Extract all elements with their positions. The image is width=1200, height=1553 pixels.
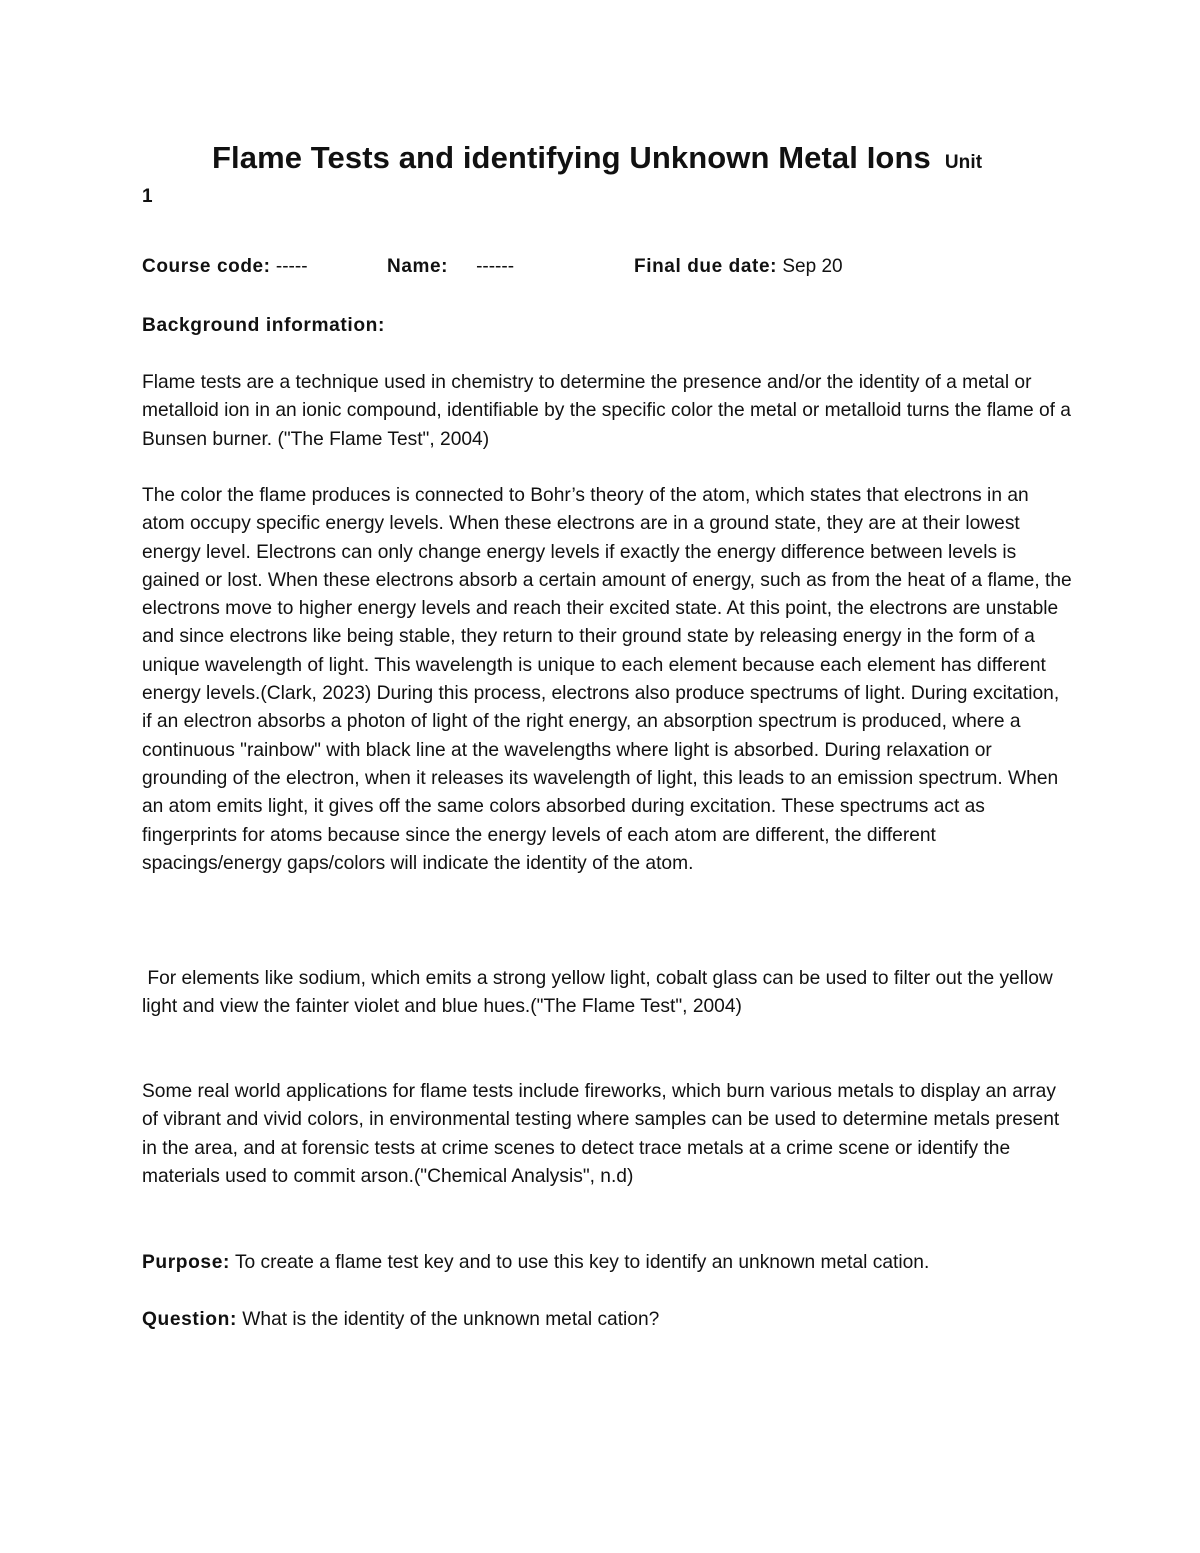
name-field (387, 256, 514, 278)
course-code-value: ----- (275, 256, 308, 277)
paragraph-4: Some real world applications for flame tests include fireworks, which burn various metals to display an array of vibrant and vivid colors, in environmental testing where samples can be used to determine metals present in the area, and at forensic tests at crime scenes to detect trace metals at a crime scene or identify the materials used to commit arson.("Chemical Analysis", n.d) (142, 1081, 1060, 1187)
document-title-line (212, 140, 982, 176)
purpose-text: To create a flame test key and to use this key to identify an unknown metal cation. (229, 1252, 930, 1273)
background-heading: Background information: (142, 315, 385, 336)
purpose-line (142, 1249, 1072, 1277)
name-value: ------ (476, 256, 515, 277)
due-date-field (634, 256, 843, 278)
question-line (142, 1306, 1072, 1334)
course-code-label: Course code: (142, 256, 271, 277)
name-label: Name: (387, 256, 449, 277)
due-date-label: Final due date: (634, 256, 778, 277)
unit-number: 1 (142, 186, 153, 207)
document-title: Flame Tests and identifying Unknown Metal Ions (212, 140, 931, 175)
due-date-value: Sep 20 (782, 256, 843, 277)
course-code-field (142, 256, 308, 278)
paragraph-2: The color the flame produces is connected to Bohr’s theory of the atom, which states that electrons in an atom occupy specific energy levels. When these electrons are in a ground state, they are at their lowest energy level. Electrons can only change energy levels if exactly the energy difference between levels is gained or lost. When these electrons absorb a certain amount of energy, such as from the heat of a flame, the electrons move to higher energy levels and reach their excited state. At this point, the electrons are unstable and since electrons like being stable, they return to their ground state by releasing energy in the form of a unique wavelength of light. This wavelength is unique to each element because each element has different energy levels.(Clark, 2023) During this process, electrons also produce spectrums of light. During excitation, if an electron absorbs a photon of light of the right energy, an absorption spectrum is produced, where a continuous "rainbow" with black line at the wavelengths where light is absorbed. During relaxation or grounding of the electron, when it releases its wavelength of light, this leads to an emission spectrum. When an atom emits light, it gives off the same colors absorbed during excitation. These spectrums act as fingerprints for atoms because since the energy levels of each atom are different, the different spacings/energy gaps/colors will indicate the identity of the atom. (142, 485, 1072, 874)
question-label: Question: (142, 1309, 237, 1330)
unit-label: Unit (944, 152, 983, 173)
paragraph-1: Flame tests are a technique used in chemistry to determine the presence and/or the identity of a metal or metalloid ion in an ionic compound, identifiable by the specific color the metal or metalloid turns the flame of a Bunsen burner. ("The Flame Test", 2004) (142, 372, 1071, 450)
purpose-label: Purpose: (142, 1252, 230, 1273)
question-text: What is the identity of the unknown metal cation? (236, 1309, 660, 1330)
paragraph-3: For elements like sodium, which emits a strong yellow light, cobalt glass can be used to filter out the yellow light and view the fainter violet and blue hues.("The Flame Test", 2004) (142, 968, 1059, 1018)
